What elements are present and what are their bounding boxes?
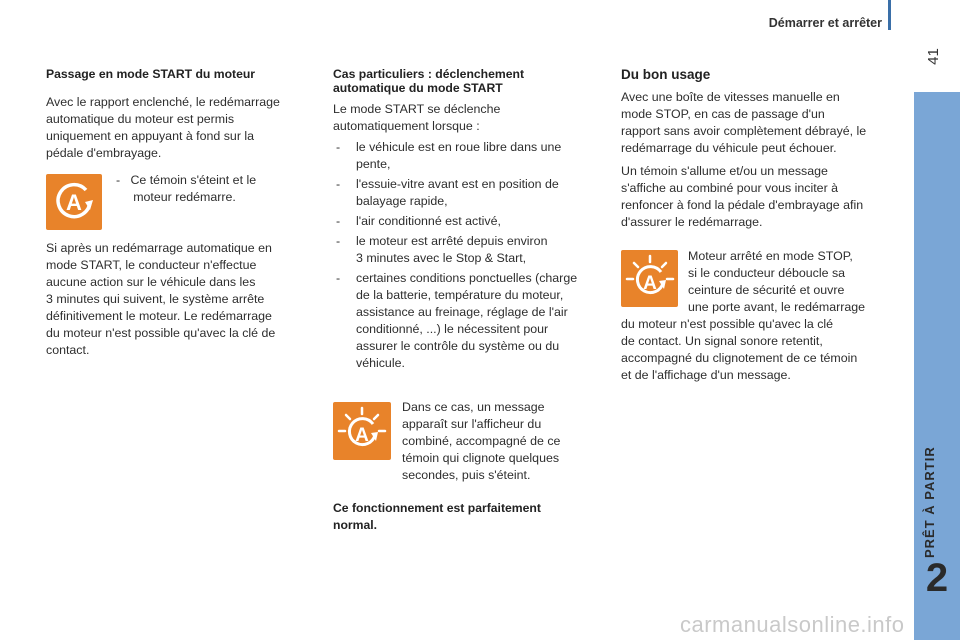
text-line: accompagné du clignotement de ce témoin — [621, 351, 858, 365]
column-3-para-1 — [621, 89, 906, 157]
text-line: et de l'affichage d'un message. — [621, 368, 791, 382]
text-line: automatique du moteur est permis — [46, 112, 235, 126]
column-3-para-2 — [621, 163, 906, 231]
text-line: ceinture de sécurité et ouvre — [688, 283, 845, 297]
text-line: Si après un redémarrage automatique en — [46, 241, 272, 255]
text-line: apparaît sur l'afficheur du — [402, 417, 542, 431]
text-line: du moteur n'est possible qu'avec la clé de — [46, 326, 276, 340]
column-1 — [46, 67, 316, 162]
text-line: d'assurer le redémarrage. — [621, 215, 763, 229]
text-line: de contact. Un signal sonore retentit, — [621, 334, 823, 348]
text-line: assistance au freinage, réglage de l'air — [356, 305, 568, 319]
text-line: Un témoin s'allume et/ou un message — [621, 164, 828, 178]
text-line: Avec le rapport enclenché, le redémarrage — [46, 95, 280, 109]
column-2-intro — [333, 101, 608, 135]
text-line: mode START, le conducteur n'effectue — [46, 258, 257, 272]
text-line: pente, — [356, 157, 391, 171]
column-1-icon-note — [116, 172, 306, 206]
text-line: aucune action sur le véhicule dans les — [46, 275, 256, 289]
column-2-heading: automatique du mode START — [333, 81, 503, 95]
column-3-heading: Du bon usage — [621, 67, 711, 82]
text-line: contact. — [46, 343, 90, 357]
text-line: s'affiche au combiné pour vous inciter à — [621, 181, 839, 195]
svg-text:A: A — [66, 190, 82, 215]
text-line: témoin qui clignote quelques — [402, 451, 560, 465]
text-line: Dans ce cas, un message — [402, 400, 545, 414]
column-2-icon-note — [402, 399, 602, 484]
page-number: 41 — [924, 48, 942, 65]
text-line: - l'air conditionné est activé, — [356, 214, 501, 228]
column-2-footer-note — [333, 500, 608, 534]
text-line: 3 minutes avec le Stop & Start, — [356, 251, 527, 265]
column-1-para-2 — [46, 240, 316, 359]
column-2 — [333, 67, 608, 375]
text-line: normal. — [333, 518, 378, 532]
text-line: - le véhicule est en roue libre dans une — [356, 140, 562, 154]
text-line: secondes, puis s'éteint. — [402, 468, 531, 482]
svg-text:A: A — [355, 425, 369, 446]
text-line: - le moteur est arrêté depuis environ — [356, 234, 548, 248]
column-1-heading: Passage en mode START du moteur — [46, 67, 256, 81]
text-line: Ce fonctionnement est parfaitement — [333, 501, 541, 515]
text-line: Moteur arrêté en mode STOP, — [688, 249, 853, 263]
text-line: renfoncer à fond la pédale d'embrayage afin — [621, 198, 864, 212]
column-1-para-1 — [46, 94, 316, 162]
text-line: de la batterie, température du moteur, — [356, 288, 564, 302]
list-item — [333, 233, 608, 267]
text-line: Avec une boîte de vitesses manuelle en — [621, 90, 840, 104]
list-item — [333, 270, 608, 372]
text-line: véhicule. — [356, 356, 405, 370]
text-line: conditionné, ...) le nécessitent pour — [356, 322, 549, 336]
list-item — [333, 213, 608, 230]
text-line: 3 minutes qui suivent, le système arrête — [46, 292, 265, 306]
text-line: pédale d'embrayage. — [46, 146, 162, 160]
text-line: - l'essuie-vitre avant est en position de — [356, 177, 559, 191]
watermark-text: carmanualsonline.info — [680, 612, 905, 637]
text-line: balayage rapide, — [356, 194, 448, 208]
text-line: uniquement en appuyant à fond sur la — [46, 129, 255, 143]
column-3-para-3 — [621, 316, 906, 384]
condition-list — [333, 139, 608, 372]
flashing-warning-icon — [333, 402, 391, 460]
text-line: automatiquement lorsque : — [333, 119, 480, 133]
section-title: Démarrer et arrêter — [768, 16, 882, 30]
text-line: moteur redémarre. — [116, 190, 236, 204]
text-line: combiné, accompagné de ce — [402, 434, 561, 448]
text-line: redémarrage du véhicule peut échouer. — [621, 141, 837, 155]
text-line: assurer le contrôle du système ou du — [356, 339, 560, 353]
text-line: - Ce témoin s'éteint et le — [116, 173, 257, 187]
list-item — [333, 176, 608, 210]
column-3 — [621, 67, 906, 231]
chapter-label: PRÊT À PARTIR — [922, 446, 937, 558]
text-line: Le mode START se déclenche — [333, 102, 501, 116]
text-line: du moteur n'est possible qu'avec la clé — [621, 317, 834, 331]
text-line: - certaines conditions ponctuelles (charge — [356, 271, 578, 285]
column-2-heading: Cas particuliers : déclenchement — [333, 67, 525, 81]
svg-text:A: A — [642, 272, 657, 294]
text-line: si le conducteur déboucle sa — [688, 266, 846, 280]
list-item — [333, 139, 608, 173]
text-line: rapport sans avoir complètement débrayé, le — [621, 124, 867, 138]
header-divider — [888, 0, 891, 30]
chapter-number: 2 — [925, 556, 949, 600]
text-line: une porte avant, le redémarrage — [688, 300, 866, 314]
stop-start-auto-icon — [46, 174, 102, 230]
column-3-icon-note — [688, 248, 908, 316]
flashing-warning-icon — [621, 250, 678, 307]
text-line: définitivement le moteur. Le redémarrage — [46, 309, 272, 323]
text-line: mode STOP, en cas de passage d'un — [621, 107, 825, 121]
